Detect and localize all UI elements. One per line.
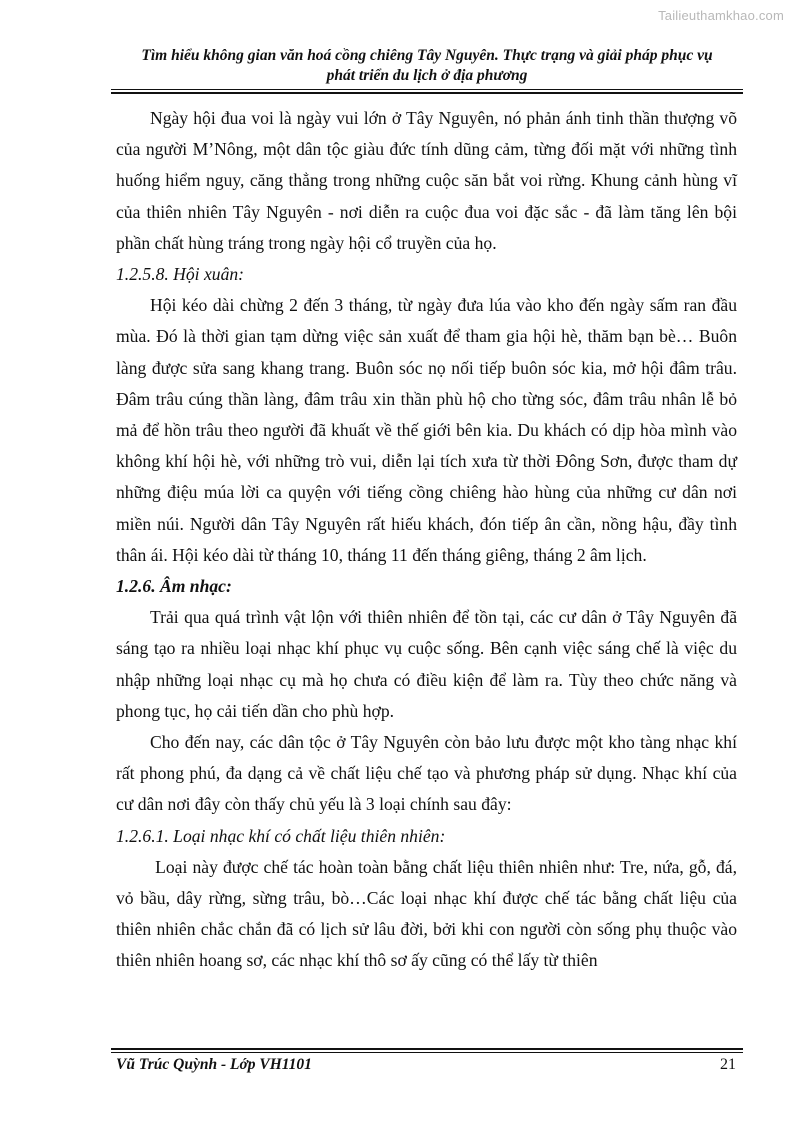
section-heading-hoi-xuan: 1.2.5.8. Hội xuân: (116, 264, 245, 285)
header-rule-thick (111, 92, 743, 94)
header-title-line-2: phát triển du lịch ở địa phương (326, 67, 528, 84)
paragraph-elephant-race: Ngày hội đua voi là ngày vui lớn ở Tây Nguyên, nó phản ánh tinh thần thượng võ của người M’Nông, một dân tộc giàu đức tính dũng cảm, từng đối mặt với những tình huống hiểm nguy, căng thẳng trong những cuộc săn bắt voi rừng. Khung cảnh hùng vĩ của thiên nhiên Tây Nguyên - nơi diễn ra cuộc đua voi đặc sắc - đã làm tăng lên bội phần chất hùng tráng trong ngày hội cổ truyền của họ. (116, 108, 737, 253)
section-heading-am-nhac: 1.2.6. Âm nhạc: (116, 576, 232, 597)
footer-author: Vũ Trúc Quỳnh - Lớp VH1101 (116, 1056, 312, 1073)
watermark-text: Tailieuthamkhao.com (658, 8, 784, 23)
paragraph-am-nhac-intro: Trải qua quá trình vật lộn với thiên nhiên để tồn tại, các cư dân ở Tây Nguyên đã sáng tạo ra nhiều loại nhạc khí phục vụ cuộc sống. Bên cạnh việc sáng chế là việc du nhập những loại nhạc cụ mà họ chưa có điều kiện để làm ra. Tùy theo chức năng và phong tục, họ cải tiến dần cho phù hợp. (116, 607, 737, 721)
header-title-line-1: Tìm hiểu không gian văn hoá cồng chiêng Tây Nguyên. Thực trạng và giải pháp phục vụ (141, 47, 713, 64)
page-body (116, 103, 742, 977)
paragraph-hoi-xuan: Hội kéo dài chừng 2 đến 3 tháng, từ ngày đưa lúa vào kho đến ngày sấm ran đầu mùa. Đó là thời gian tạm dừng việc sản xuất để tham gia hội hè, thăm bạn bè… Buôn làng được sửa sang khang trang. Buôn sóc nọ nối tiếp buôn sóc kia, mở hội đâm trâu. Đâm trâu cúng thần làng, đâm trâu xin thần phù hộ cho từng sóc, đâm trâu nhân lễ bỏ mả để hồn trâu theo người đã khuất về thế giới bên kia. Du khách có dịp hòa mình vào không khí hội hè, với những trò vui, diễn lại tích xưa từ thời Đông Sơn, được tham dự những điệu múa lời ca quyện với tiếng cồng chiêng hào hùng của những cư dân nơi miền núi. Người dân Tây Nguyên rất hiếu khách, đón tiếp ân cần, nồng hậu, đầy tình thân ái. Hội kéo dài từ tháng 10, tháng 11 đến tháng giêng, tháng 2 âm lịch. (116, 295, 737, 565)
footer-rule-thick (111, 1048, 743, 1050)
paragraph-natural-instruments: Loại này được chế tác hoàn toàn bằng chất liệu thiên nhiên như: Tre, nứa, gỗ, đá, vỏ bầu, dây rừng, sừng trâu, bò…Các loại nhạc khí được chế tác bằng chất liệu của thiên nhiên chắc chắn đã có lịch sử lâu đời, bởi khi con người còn sống phụ thuộc vào thiên nhiên hoang sơ, các nhạc khí thô sơ ấy cũng có thể lấy từ thiên (116, 856, 742, 971)
section-heading-natural-instruments: 1.2.6.1. Loại nhạc khí có chất liệu thiên nhiên: (116, 825, 446, 846)
paragraph-am-nhac-types: Cho đến nay, các dân tộc ở Tây Nguyên còn bảo lưu được một kho tàng nhạc khí rất phong phú, đa dạng cả về chất liệu chế tạo và phương pháp sử dụng. Nhạc khí của cư dân nơi đây còn thấy chủ yếu là 3 loại chính sau đây: (116, 732, 737, 815)
header-rule-thin (111, 89, 743, 90)
page-number: 21 (720, 1056, 736, 1073)
footer-rule-thin (111, 1052, 743, 1053)
running-header (111, 46, 743, 86)
